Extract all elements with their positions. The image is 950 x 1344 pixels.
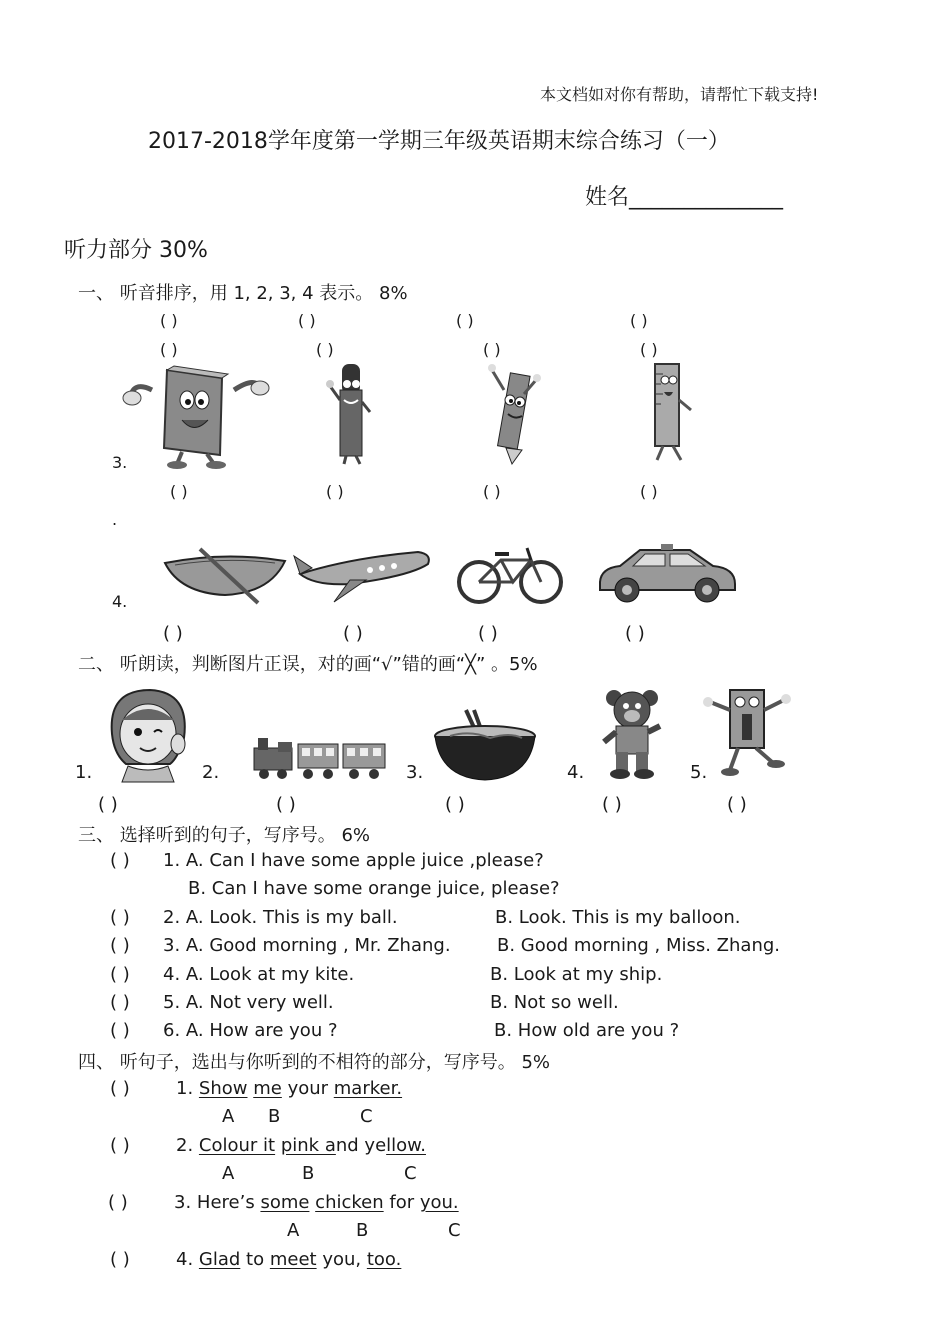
answer-bracket: ( ) bbox=[160, 340, 178, 359]
part-b: me bbox=[253, 1078, 282, 1099]
answer-bracket: ( ) bbox=[456, 311, 474, 330]
part-b: meet bbox=[269, 1249, 317, 1270]
answer-bracket: ( ) bbox=[326, 482, 344, 501]
item-number: 3. bbox=[174, 1192, 192, 1213]
option-a: 3. A. Good morning , Mr. Zhang. bbox=[163, 935, 451, 956]
letter-c: C bbox=[404, 1163, 417, 1184]
answer-bracket: ( ) bbox=[163, 623, 183, 644]
answer-bracket: ( ) bbox=[110, 964, 130, 985]
text-fragment: Here’s bbox=[196, 1192, 261, 1213]
text-fragment: for bbox=[383, 1192, 420, 1213]
option-b: B. How old are you ? bbox=[494, 1020, 680, 1041]
answer-bracket: ( ) bbox=[110, 1078, 130, 1099]
marker-character-icon bbox=[320, 360, 380, 468]
part-a: some bbox=[260, 1192, 310, 1213]
q4-sentence bbox=[176, 1078, 402, 1099]
answer-bracket: ( ) bbox=[160, 311, 178, 330]
row-label: 3. bbox=[112, 453, 128, 472]
answer-bracket: ( ) bbox=[640, 482, 658, 501]
answer-bracket: ( ) bbox=[110, 935, 130, 956]
part-c: marker. bbox=[333, 1078, 403, 1099]
ruler-character-icon bbox=[635, 360, 705, 468]
part-a: Glad bbox=[198, 1249, 241, 1270]
bike-icon bbox=[455, 540, 565, 606]
item-label: 1. bbox=[75, 762, 93, 783]
option-b: B. Look at my ship. bbox=[490, 964, 663, 985]
boat-icon bbox=[160, 545, 290, 607]
part-c: llow. bbox=[386, 1135, 426, 1156]
header-note: 本文档如对你有帮助，请帮忙下载支持! bbox=[540, 85, 819, 104]
answer-bracket: ( ) bbox=[316, 340, 334, 359]
car-icon bbox=[595, 540, 740, 606]
option-a: 1. A. Can I have some apple juice ,please? bbox=[163, 850, 544, 871]
page-title: 2017-2018学年度第一学期三年级英语期末综合练习（一） bbox=[148, 129, 730, 154]
answer-bracket: ( ) bbox=[110, 992, 130, 1013]
q3-heading: 三、 选择听到的句子，写序号。 6% bbox=[78, 825, 370, 846]
girl-icon bbox=[98, 684, 198, 784]
answer-bracket: ( ) bbox=[478, 623, 498, 644]
answer-bracket: ( ) bbox=[630, 311, 648, 330]
item-label: 2. bbox=[202, 762, 220, 783]
letter-a: A bbox=[222, 1106, 235, 1127]
option-a: 4. A. Look at my kite. bbox=[163, 964, 355, 985]
text-fragment: your bbox=[281, 1078, 334, 1099]
answer-bracket: ( ) bbox=[343, 623, 363, 644]
answer-bracket: ( ) bbox=[110, 1020, 130, 1041]
row-marker: . bbox=[112, 510, 118, 529]
answer-bracket: ( ) bbox=[625, 623, 645, 644]
letter-c: C bbox=[360, 1106, 373, 1127]
letter-b: B bbox=[302, 1163, 315, 1184]
option-b: B. Not so well. bbox=[490, 992, 619, 1013]
item-label: 4. bbox=[567, 762, 585, 783]
answer-bracket: ( ) bbox=[110, 1249, 130, 1270]
answer-bracket: ( ) bbox=[110, 907, 130, 928]
answer-bracket: ( ) bbox=[445, 794, 465, 815]
item-label: 5. bbox=[690, 762, 708, 783]
option-b: B. Good morning , Miss. Zhang. bbox=[497, 935, 781, 956]
pencil-character-icon bbox=[478, 360, 548, 468]
notebook-character-icon bbox=[122, 360, 272, 470]
text-fragment: you, bbox=[316, 1249, 367, 1270]
q4-sentence bbox=[176, 1135, 426, 1156]
item-number: 1. bbox=[176, 1078, 194, 1099]
item-label: 3. bbox=[406, 762, 424, 783]
option-b: B. Can I have some orange juice, please? bbox=[188, 878, 560, 899]
answer-bracket: ( ) bbox=[276, 794, 296, 815]
plane-icon bbox=[290, 540, 435, 606]
answer-bracket: ( ) bbox=[298, 311, 316, 330]
pencil-sharpener-icon bbox=[702, 680, 792, 780]
answer-bracket: ( ) bbox=[640, 340, 658, 359]
part-b: chicken bbox=[315, 1192, 384, 1213]
part-b: pink a bbox=[280, 1135, 336, 1156]
answer-bracket: ( ) bbox=[483, 340, 501, 359]
letter-a: A bbox=[287, 1220, 300, 1241]
option-a: 2. A. Look. This is my ball. bbox=[163, 907, 398, 928]
letter-a: A bbox=[222, 1163, 235, 1184]
letter-c: C bbox=[448, 1220, 461, 1241]
answer-bracket: ( ) bbox=[727, 794, 747, 815]
row-label: 4. bbox=[112, 592, 128, 611]
item-number: 2. bbox=[176, 1135, 194, 1156]
answer-bracket: ( ) bbox=[110, 850, 130, 871]
answer-bracket: ( ) bbox=[110, 1135, 130, 1156]
q4-sentence bbox=[174, 1192, 459, 1213]
text-fragment: to bbox=[240, 1249, 270, 1270]
answer-bracket: ( ) bbox=[602, 794, 622, 815]
answer-bracket: ( ) bbox=[108, 1192, 128, 1213]
q4-sentence bbox=[176, 1249, 401, 1270]
letter-b: B bbox=[268, 1106, 281, 1127]
text-fragment: nd ye bbox=[335, 1135, 387, 1156]
part-c: too. bbox=[366, 1249, 402, 1270]
part-c: you. bbox=[419, 1192, 459, 1213]
q4-heading: 四、 听句子，选出与你听到的不相符的部分，写序号。 5% bbox=[78, 1052, 550, 1073]
train-icon bbox=[250, 734, 390, 780]
section-heading-listening: 听力部分 30% bbox=[64, 238, 208, 263]
item-number: 4. bbox=[176, 1249, 194, 1270]
letter-b: B bbox=[356, 1220, 369, 1241]
answer-bracket: ( ) bbox=[170, 482, 188, 501]
q2-heading: 二、 听朗读，判断图片正误，对的画“√”错的画“╳” 。5% bbox=[78, 654, 538, 675]
answer-bracket: ( ) bbox=[483, 482, 501, 501]
part-a: Colour it bbox=[198, 1135, 276, 1156]
part-a: Show bbox=[198, 1078, 248, 1099]
bear-icon bbox=[598, 688, 668, 780]
option-b: B. Look. This is my balloon. bbox=[495, 907, 741, 928]
option-a: 5. A. Not very well. bbox=[163, 992, 334, 1013]
name-field: 姓名______________ bbox=[585, 185, 784, 210]
option-a: 6. A. How are you ? bbox=[163, 1020, 338, 1041]
q1-heading: 一、 听音排序，用 1, 2, 3, 4 表示。 8% bbox=[78, 283, 408, 304]
answer-bracket: ( ) bbox=[98, 794, 118, 815]
noodle-bowl-icon bbox=[430, 708, 540, 784]
